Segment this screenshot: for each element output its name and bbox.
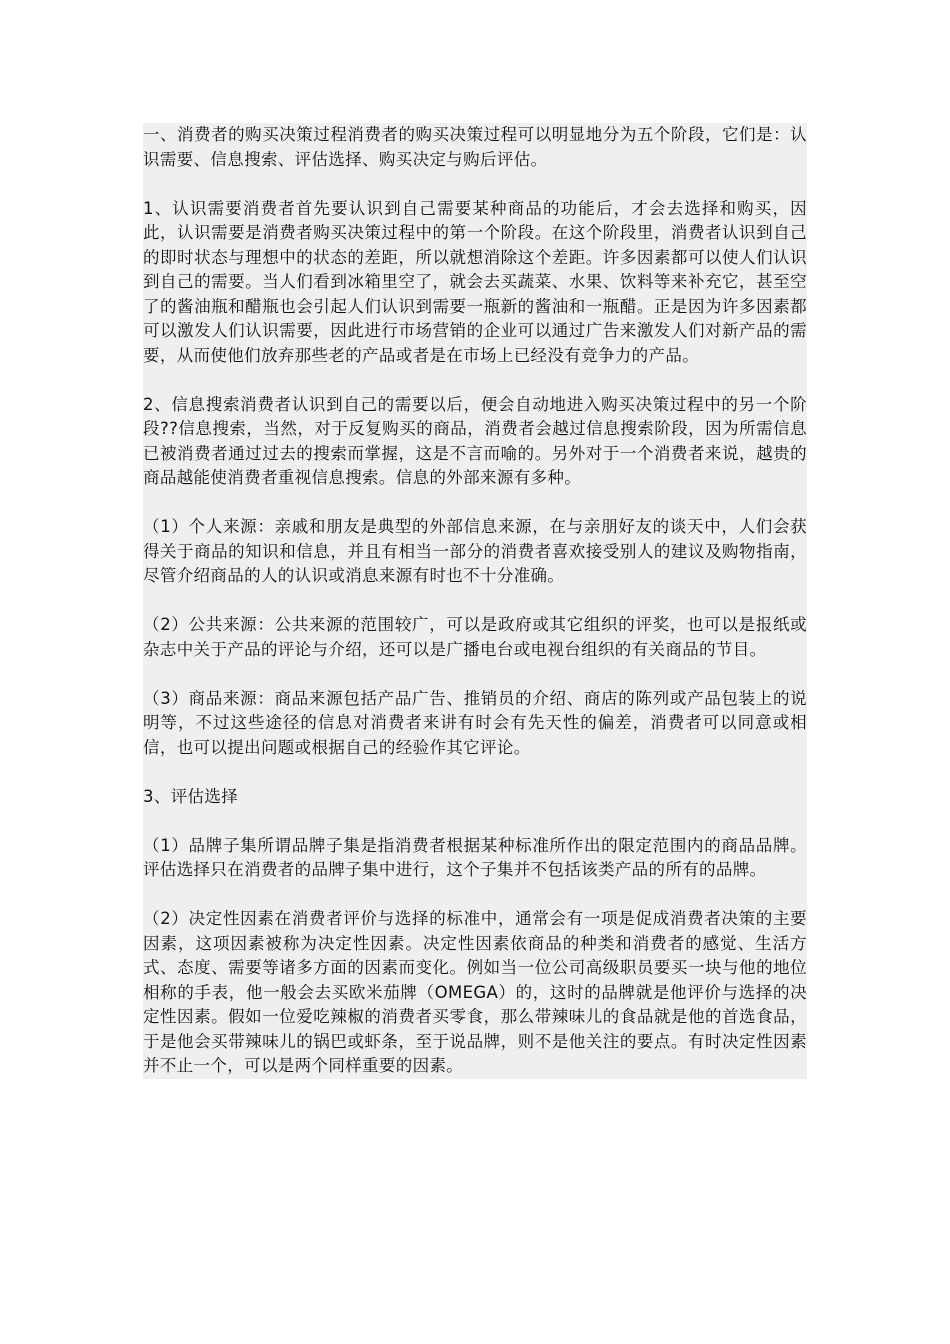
paragraph-gap [143, 809, 807, 834]
paragraph-gap [143, 760, 807, 785]
paragraph-gap [143, 491, 807, 516]
paragraph-intro: 一、消费者的购买决策过程消费者的购买决策过程可以明显地分为五个阶段，它们是：认识需要、信息搜索、评估选择、购买决定与购后评估。 [143, 125, 807, 169]
paragraph-recognize-need: 1、认识需要消费者首先要认识到自己需要某种商品的功能后，才会去选择和购买，因此，认识需要是消费者购买决策过程中的第一个阶段。在这个阶段里，消费者认识到自己的即时状态与理想中的状态的差距，所以就想消除这个差距。许多因素都可以使人们认识到自己的需要。当人们看到冰箱里空了，就会去买蔬菜、水果、饮料等来补充它，甚至空了的酱油瓶和醋瓶也会引起人们认识到需要一瓶新的酱油和一瓶醋。正是因为许多因素都可以激发人们认识需要，因此进行市场营销的企业可以通过广告来激发人们对新产品的需要，从而使他们放弃那些老的产品或者是在市场上已经没有竞争力的产品。 [143, 198, 807, 365]
paragraph-public-source: （2）公共来源：公共来源的范围较广，可以是政府或其它组织的评奖，也可以是报纸或杂志中关于产品的评论与介绍，还可以是广播电台或电视台组织的有关商品的节目。 [143, 615, 807, 659]
paragraph-information-search: 2、信息搜索消费者认识到自己的需要以后，便会自动地进入购买决策过程中的另一个阶段??信息搜索，当然，对于反复购买的商品，消费者会越过信息搜索阶段，因为所需信息已被消费者通过过去的搜索而掌握，这是不言而喻的。另外对于一个消费者来说，越贵的商品越能使消费者重视信息搜索。信息的外部来源有多种。 [143, 394, 807, 487]
section-heading-evaluation: 3、评估选择 [143, 786, 239, 806]
paragraph-gap [143, 662, 807, 687]
paragraph-commercial-source: （3）商品来源：商品来源包括产品广告、推销员的介绍、商店的陈列或产品包装上的说明等，不过这些途径的信息对消费者来讲有时会有先天性的偏差，消费者可以同意或相信，也可以提出问题或根据自己的经验作其它评论。 [143, 688, 807, 757]
paragraph-gap [143, 883, 807, 908]
paragraph-personal-source: （1）个人来源：亲戚和朋友是典型的外部信息来源，在与亲朋好友的谈天中，人们会获得关于商品的知识和信息，并且有相当一部分的消费者喜欢接受别人的建议及购物指南，尽管介绍商品的人的认识或消息来源有时也不十分准确。 [143, 517, 807, 585]
paragraph-gap [143, 172, 807, 197]
paragraph-decisive-factor: （2）决定性因素在消费者评价与选择的标准中，通常会有一项是促成消费者决策的主要因素，这项因素被称为决定性因素。决定性因素依商品的种类和消费者的感觉、生活方式、态度、需要等诸多方面的因素而变化。例如当一位公司高级职员要买一块与他的地位相称的手表，他一般会去买欧米茄牌（OMEGA）的，这时的品牌就是他评价与选择的决定性因素。假如一位爱吃辣椒的消费者买零食，那么带辣味儿的食品就是他的首选食品，于是他会买带辣味儿的锅巴或虾条，至于说品牌，则不是他关注的要点。有时决定性因素并不止一个，可以是两个同样重要的因素。 [143, 909, 807, 1075]
paragraph-gap [143, 589, 807, 614]
paragraph-gap [143, 368, 807, 393]
paragraph-brand-subset: （1）品牌子集所谓品牌子集是指消费者根据某种标准所作出的限定范围内的商品品牌。评估选择只在消费者的品牌子集中进行，这个子集并不包括该类产品的所有的品牌。 [143, 835, 807, 879]
document-body [143, 123, 807, 1079]
